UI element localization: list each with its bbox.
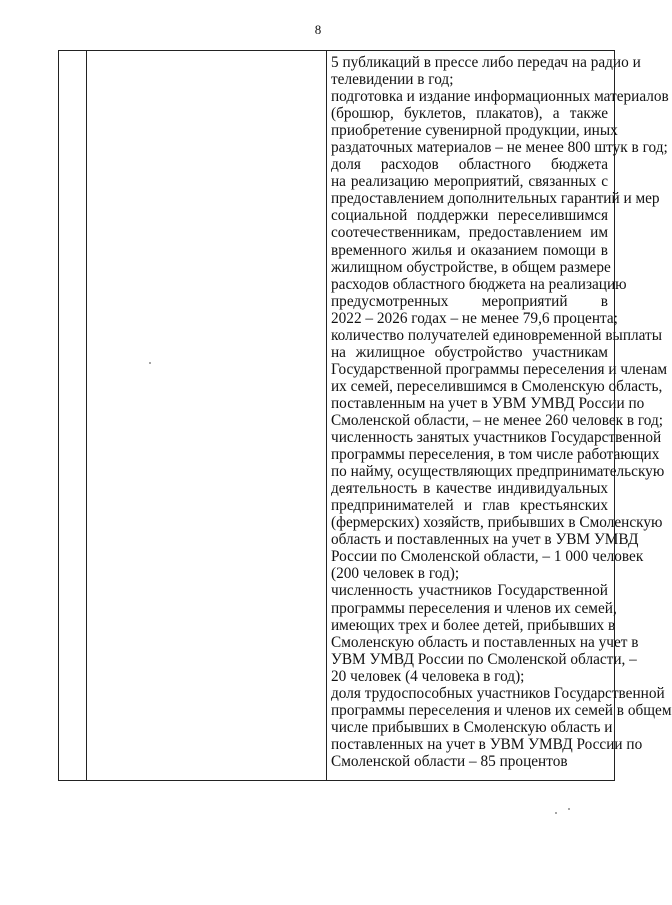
text-line: предусмотренных мероприятий в xyxy=(331,292,608,310)
text-line: предпринимателей и глав крестьянских xyxy=(331,497,608,515)
text-line: на жилищное обустройство участникам xyxy=(331,343,608,361)
text-line: Смоленской области – 85 процентов xyxy=(331,752,568,770)
table-column-label xyxy=(87,51,327,781)
text-line: программы переселения и членов их семей, xyxy=(331,599,617,617)
text-line: предоставлением дополнительных гарантий и мер xyxy=(331,190,660,208)
text-line: социальной поддержки переселившимся xyxy=(331,207,608,225)
text-line: приобретение сувенирной продукции, иных xyxy=(331,122,618,140)
text-line: доля трудоспособных участников Государственной xyxy=(331,684,665,702)
text-line: поставленным на учет в УВМ УМВД России по xyxy=(331,394,645,412)
text-line: России по Смоленской области, – 1 000 человек xyxy=(331,548,644,566)
text-line: (200 человек в год); xyxy=(331,565,460,583)
table-column-indicators xyxy=(327,51,672,781)
text-line: по найму, осуществляющих предпринимательскую xyxy=(331,463,665,481)
text-line: количество получателей единовременной выплаты xyxy=(331,326,662,344)
text-line: телевидении в год; xyxy=(331,71,454,89)
text-line: расходов областного бюджета на реализацию xyxy=(331,275,627,293)
text-line: (брошюр, буклетов, плакатов), а также xyxy=(331,105,608,123)
text-line: (фермерских) хозяйств, прибывших в Смоленскую xyxy=(331,514,663,532)
text-line: доля расходов областного бюджета xyxy=(331,156,608,174)
table-column-number xyxy=(59,51,87,781)
text-line: программы переселения и членов их семей в общем xyxy=(331,701,672,719)
scan-speck xyxy=(555,812,557,814)
text-line: соотечественникам, предоставлением им xyxy=(331,224,608,242)
text-line: их семей, переселившимся в Смоленскую область, xyxy=(331,377,663,395)
text-line: числе прибывших в Смоленскую область и xyxy=(331,718,613,736)
text-line: 5 публикаций в прессе либо передач на радио и xyxy=(331,54,641,71)
text-line: имеющих трех и более детей, прибывших в xyxy=(331,616,616,634)
text-line: УВМ УМВД России по Смоленской области, – xyxy=(331,650,637,668)
text-line: Государственной программы переселения и членам xyxy=(331,360,668,378)
indicator-text-block xyxy=(331,54,672,770)
scan-speck xyxy=(149,362,151,364)
text-line: временного жилья и оказанием помощи в xyxy=(331,241,608,259)
scan-speck xyxy=(568,808,570,810)
text-line: Смоленскую область и поставленных на учет в xyxy=(331,633,639,651)
text-line: 20 человек (4 человека в год); xyxy=(331,667,525,685)
text-line: численность участников Государственной xyxy=(331,582,608,600)
text-line: поставленных на учет в УВМ УМВД России по xyxy=(331,735,643,753)
program-table xyxy=(58,50,672,781)
text-line: Смоленской области, – не менее 260 человек в год; xyxy=(331,411,664,429)
text-line: деятельность в качестве индивидуальных xyxy=(331,480,608,498)
text-line: область и поставленных на учет в УВМ УМВД xyxy=(331,531,639,549)
text-line: на реализацию мероприятий, связанных с xyxy=(331,173,608,191)
page-number: 8 xyxy=(314,22,322,37)
text-line: численность занятых участников Государственной xyxy=(331,429,662,447)
text-line: 2022 – 2026 годах – не менее 79,6 процента; xyxy=(331,309,618,327)
text-line: раздаточных материалов – не менее 800 штук в год; xyxy=(331,139,668,157)
text-line: подготовка и издание информационных материалов xyxy=(331,88,669,106)
text-line: программы переселения, в том числе работающих xyxy=(331,446,660,464)
text-line: жилищном обустройстве, в общем размере xyxy=(331,258,611,276)
